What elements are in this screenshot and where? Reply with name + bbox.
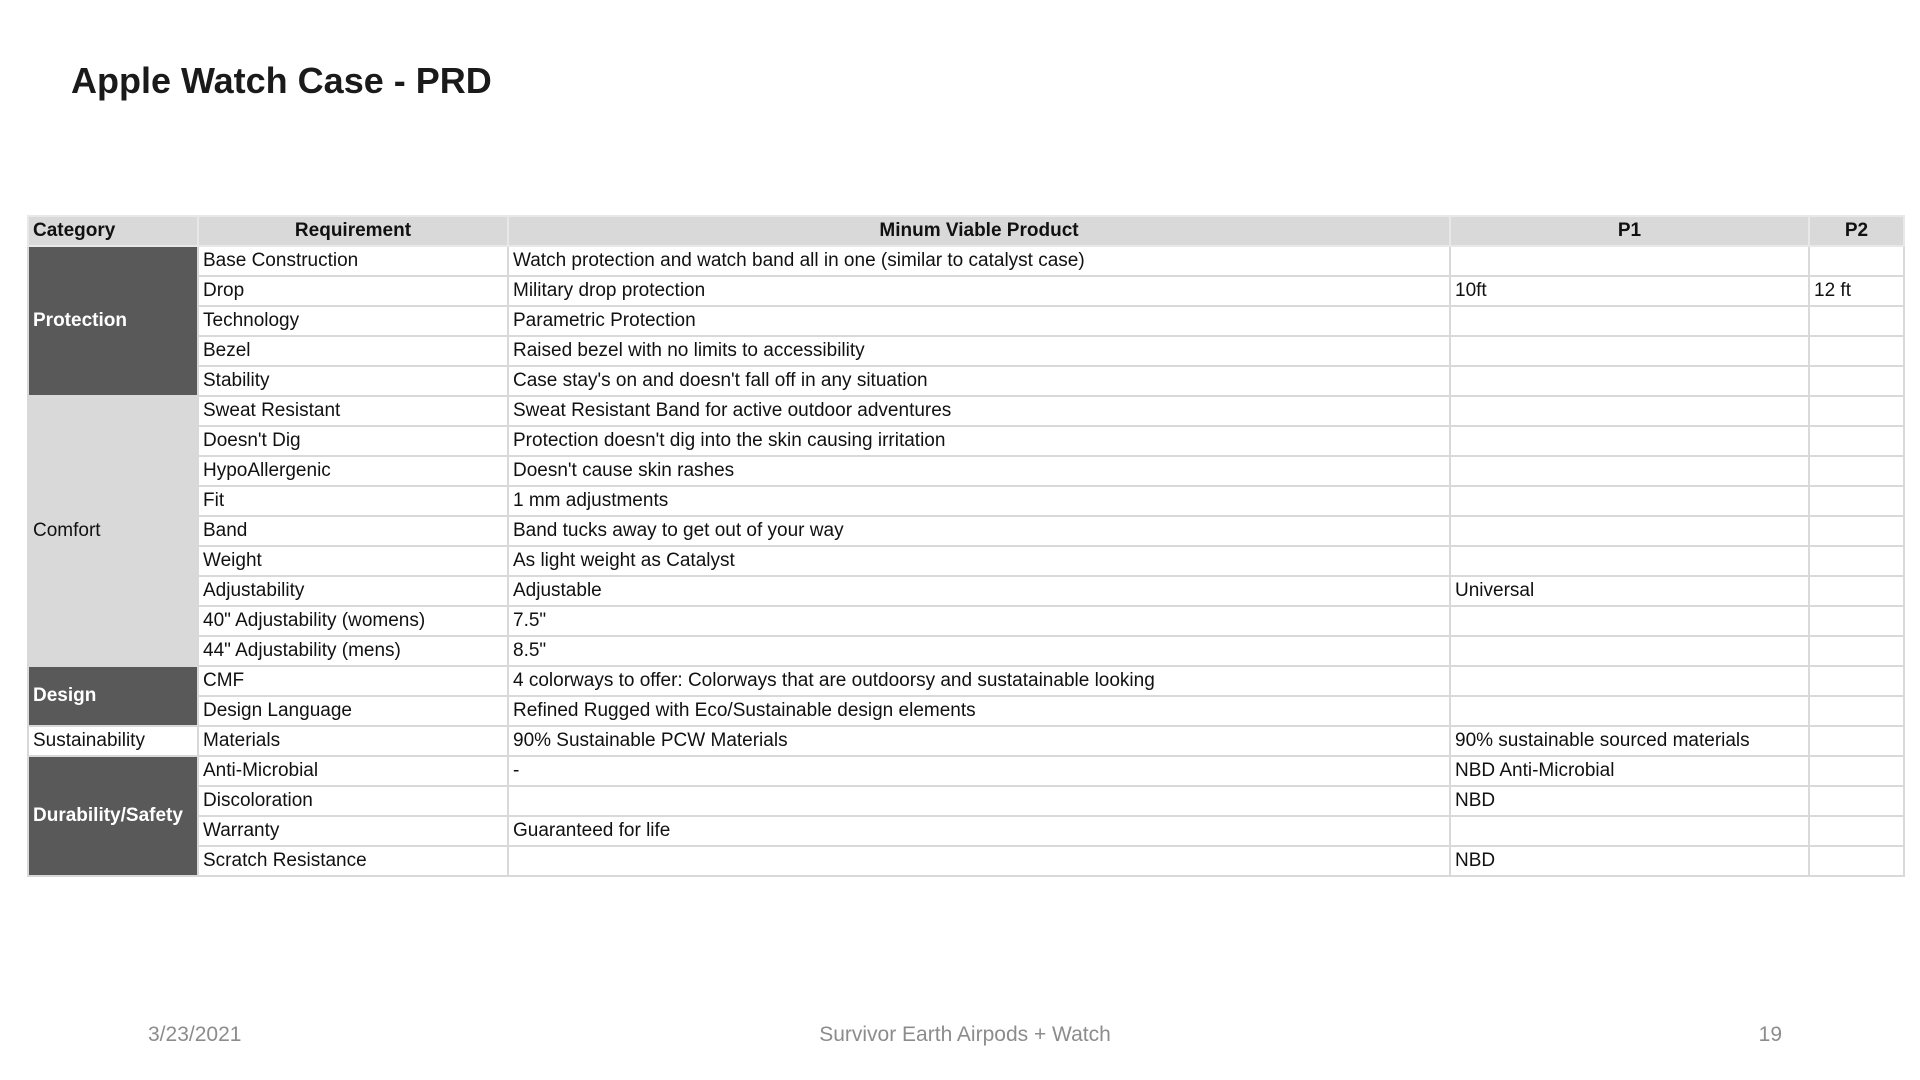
footer-title: Survivor Earth Airpods + Watch [819,1023,1111,1046]
p1-cell [1450,426,1809,456]
requirement-cell: Design Language [198,696,508,726]
mvp-cell: 8.5" [508,636,1450,666]
mvp-cell: Adjustable [508,576,1450,606]
requirement-cell: Scratch Resistance [198,846,508,876]
p2-cell [1809,366,1904,396]
table-row [28,306,1904,336]
p2-cell [1809,516,1904,546]
header-mvp: Minum Viable Product [508,216,1450,246]
mvp-cell: Refined Rugged with Eco/Sustainable design elements [508,696,1450,726]
requirement-cell: CMF [198,666,508,696]
mvp-cell: Doesn't cause skin rashes [508,456,1450,486]
requirement-cell: Base Construction [198,246,508,276]
table-row [28,516,1904,546]
requirement-cell: Adjustability [198,576,508,606]
p1-cell [1450,246,1809,276]
header-category: Category [28,216,198,246]
table-row [28,636,1904,666]
p2-cell [1809,726,1904,756]
requirement-cell: Drop [198,276,508,306]
mvp-cell: 4 colorways to offer: Colorways that are outdoorsy and sustatainable looking [508,666,1450,696]
p2-cell [1809,576,1904,606]
p1-cell [1450,816,1809,846]
mvp-cell [508,846,1450,876]
table-header-row [28,216,1904,246]
mvp-cell: As light weight as Catalyst [508,546,1450,576]
requirement-cell: Stability [198,366,508,396]
header-requirement: Requirement [198,216,508,246]
p1-cell [1450,666,1809,696]
p2-cell [1809,696,1904,726]
slide-title: Apple Watch Case - PRD [71,60,492,101]
footer-date: 3/23/2021 [148,1023,242,1046]
p2-cell [1809,846,1904,876]
mvp-cell: Sweat Resistant Band for active outdoor adventures [508,396,1450,426]
p2-cell: 12 ft [1809,276,1904,306]
p2-cell [1809,546,1904,576]
requirement-cell: 44" Adjustability (mens) [198,636,508,666]
p1-cell: 90% sustainable sourced materials [1450,726,1809,756]
p2-cell [1809,246,1904,276]
table-row [28,366,1904,396]
p1-cell: Universal [1450,576,1809,606]
mvp-cell: Parametric Protection [508,306,1450,336]
p1-cell [1450,486,1809,516]
header-p2: P2 [1809,216,1904,246]
table-row [28,456,1904,486]
category-cell: Durability/Safety [28,756,198,876]
table-row [28,426,1904,456]
p2-cell [1809,456,1904,486]
page-number: 19 [1758,1023,1782,1046]
requirement-cell: HypoAllergenic [198,456,508,486]
mvp-cell [508,786,1450,816]
p1-cell [1450,396,1809,426]
p2-cell [1809,786,1904,816]
p2-cell [1809,636,1904,666]
table-row [28,816,1904,846]
p1-cell [1450,306,1809,336]
requirement-cell: Discoloration [198,786,508,816]
requirement-cell: Materials [198,726,508,756]
mvp-cell: Band tucks away to get out of your way [508,516,1450,546]
p2-cell [1809,486,1904,516]
p2-cell [1809,306,1904,336]
mvp-cell: 90% Sustainable PCW Materials [508,726,1450,756]
table-row [28,336,1904,366]
mvp-cell: Military drop protection [508,276,1450,306]
p1-cell [1450,696,1809,726]
mvp-cell: 7.5" [508,606,1450,636]
mvp-cell: Watch protection and watch band all in one (similar to catalyst case) [508,246,1450,276]
table-row [28,846,1904,876]
p1-cell [1450,366,1809,396]
p1-cell [1450,516,1809,546]
table-row [28,696,1904,726]
requirement-cell: Anti-Microbial [198,756,508,786]
requirement-cell: 40" Adjustability (womens) [198,606,508,636]
requirement-cell: Fit [198,486,508,516]
table-row [28,546,1904,576]
table-row [28,246,1904,276]
requirement-cell: Warranty [198,816,508,846]
p1-cell [1450,336,1809,366]
p2-cell [1809,756,1904,786]
table-row [28,666,1904,696]
table-row [28,396,1904,426]
p2-cell [1809,666,1904,696]
category-cell: Sustainability [28,726,198,756]
mvp-cell: Guaranteed for life [508,816,1450,846]
mvp-cell: Protection doesn't dig into the skin causing irritation [508,426,1450,456]
requirement-cell: Technology [198,306,508,336]
table-row [28,726,1904,756]
table-body [28,246,1904,876]
mvp-cell: Case stay's on and doesn't fall off in any situation [508,366,1450,396]
requirement-cell: Bezel [198,336,508,366]
p2-cell [1809,816,1904,846]
requirement-cell: Sweat Resistant [198,396,508,426]
p1-cell [1450,636,1809,666]
table-row [28,606,1904,636]
p1-cell: NBD [1450,846,1809,876]
p1-cell: 10ft [1450,276,1809,306]
mvp-cell: 1 mm adjustments [508,486,1450,516]
table-row [28,486,1904,516]
p2-cell [1809,606,1904,636]
p2-cell [1809,396,1904,426]
mvp-cell: - [508,756,1450,786]
header-p1: P1 [1450,216,1809,246]
category-cell: Design [28,666,198,726]
prd-table [27,215,1905,877]
requirement-cell: Band [198,516,508,546]
p2-cell [1809,426,1904,456]
table-row [28,576,1904,606]
p1-cell [1450,606,1809,636]
requirement-cell: Weight [198,546,508,576]
category-cell: Protection [28,246,198,396]
mvp-cell: Raised bezel with no limits to accessibility [508,336,1450,366]
table-row [28,786,1904,816]
p1-cell [1450,546,1809,576]
p1-cell: NBD [1450,786,1809,816]
requirement-cell: Doesn't Dig [198,426,508,456]
p1-cell: NBD Anti-Microbial [1450,756,1809,786]
p2-cell [1809,336,1904,366]
p1-cell [1450,456,1809,486]
table-row [28,756,1904,786]
table-row [28,276,1904,306]
category-cell: Comfort [28,396,198,666]
